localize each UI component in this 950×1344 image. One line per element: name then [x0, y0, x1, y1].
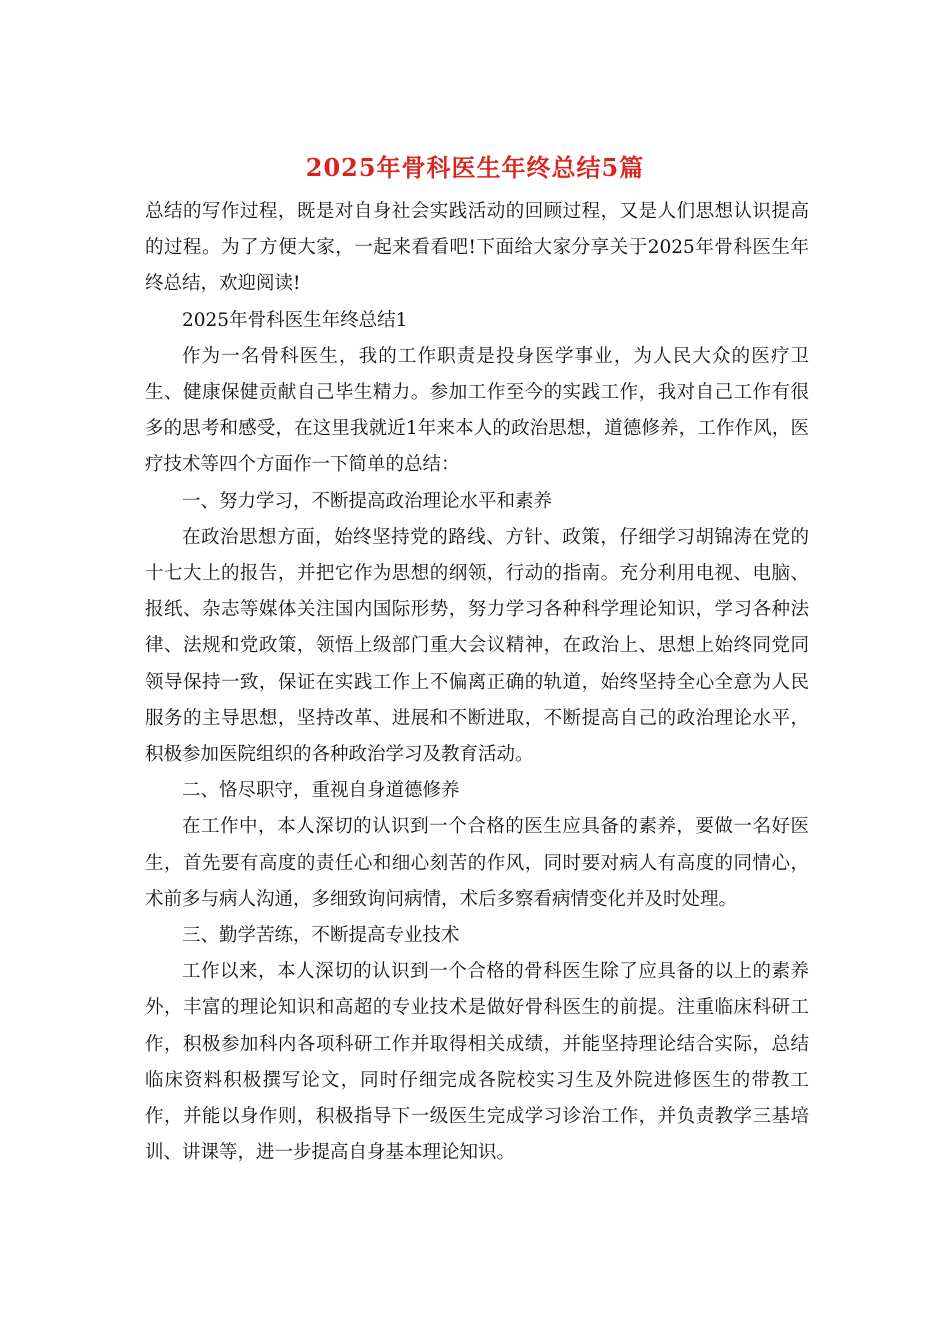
body-paragraph: 工作以来，本人深切的认识到一个合格的骨科医生除了应具备的以上的素养外，丰富的理论知识和高超的专业技术是做好骨科医生的前提。注重临床科研工作，积极参加科内各项科研工作并取得相关成绩，并能坚持理论结合实际，总结临床资料积极撰写论文，同时仔细完成各院校实习生及外院进修医生的带教工作，并能以身作则，积极指导下一级医生完成学习诊治工作，并负责教学三基培训、讲课等，进一步提高自身基本理论知识。: [145, 961, 809, 1164]
section-heading: 三、勤学苦练，不断提高专业技术: [182, 925, 460, 947]
section-heading: 一、努力学习，不断提高政治理论水平和素养: [182, 490, 553, 512]
body-paragraph: 在工作中，本人深切的认识到一个合格的医生应具备的素养，要做一名好医生，首先要有高度的责任心和细心刻苦的作风，同时要对病人有高度的同情心，术前多与病人沟通，多细致询问病情，术后多察看病情变化并及时处理。: [145, 816, 809, 910]
body-paragraph: 在政治思想方面，始终坚持党的路线、方针、政策，仔细学习胡锦涛在党的十七大上的报告，并把它作为思想的纲领，行动的指南。充分利用电视、电脑、报纸、杂志等媒体关注国内国际形势，努力学习各种科学理论知识，学习各种法律、法规和党政策，领悟上级部门重大会议精神，在政治上、思想上始终同党同领导保持一致，保证在实践工作上不偏离正确的轨道，始终坚持全心全意为人民服务的主导思想，坚持改革、进展和不断进取，不断提高自己的政治理论水平，积极参加医院组织的各种政治学习及教育活动。: [145, 526, 809, 766]
section-heading: 二、恪尽职守，重视自身道德修养: [182, 780, 460, 802]
body-paragraph: 作为一名骨科医生，我的工作职责是投身医学事业，为人民大众的医疗卫生、健康保健贡献自己毕生精力。参加工作至今的实践工作，我对自己工作有很多的思考和感受，在这里我就近1年来本人的政治思想，道德修养，工作作风，医疗技术等四个方面作一下简单的总结：: [145, 345, 809, 476]
document-title: 2025年骨科医生年终总结5篇: [305, 153, 645, 182]
intro-paragraph: 总结的写作过程，既是对自身社会实践活动的回顾过程，又是人们思想认识提高的过程。为了方便大家，一起来看看吧!下面给大家分享关于2025年骨科医生年终总结，欢迎阅读!: [145, 201, 809, 295]
section-heading-summary-1: 2025年骨科医生年终总结1: [182, 309, 408, 331]
document-body: [145, 194, 809, 1171]
